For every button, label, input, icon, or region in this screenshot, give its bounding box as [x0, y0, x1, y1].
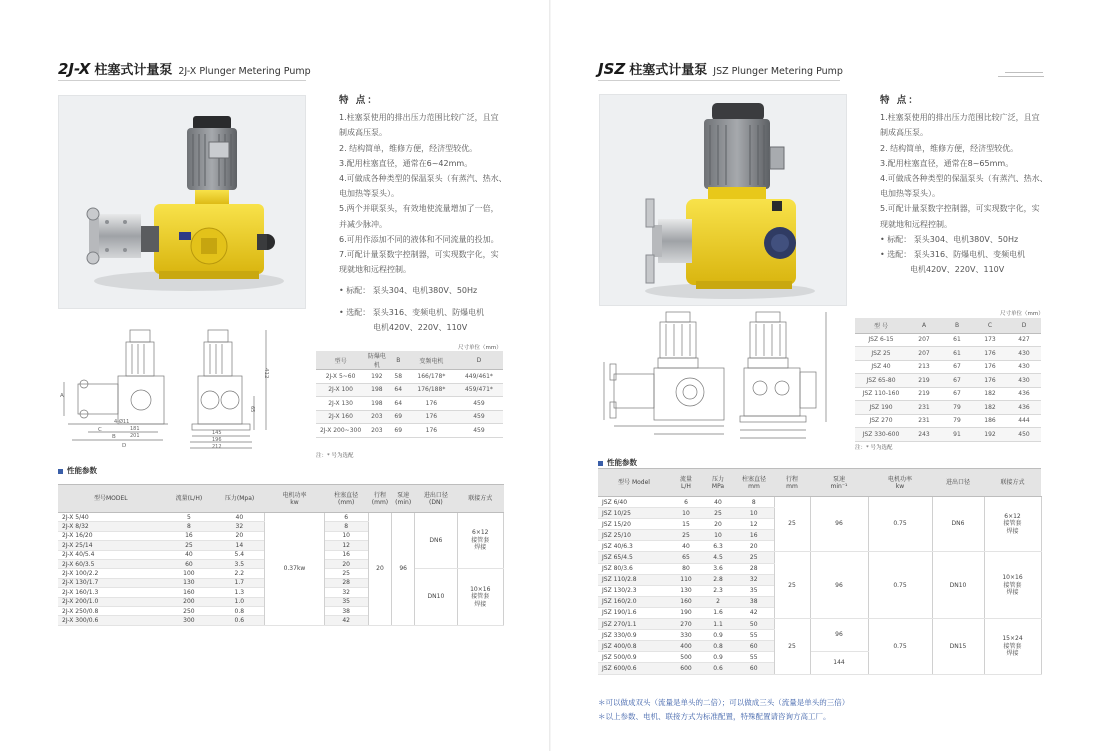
table-row: JSZ 40 213 67 176 430 [855, 360, 1041, 374]
title-rule [58, 80, 306, 81]
pump-photo-jsz [599, 94, 847, 306]
table-cell: 2J-X 5/40 [58, 513, 164, 522]
table-cell: 330 [670, 630, 702, 641]
optional-config-cont: 电机420V、220V、110V [373, 322, 468, 332]
perf-header: 联接方式 [457, 485, 504, 513]
dim-label: 196 [212, 437, 222, 443]
optional-config-cont: 电机420V、220V、110V [910, 265, 1005, 275]
table-cell: 10×16 接管套 焊接 [984, 552, 1041, 619]
feature-line: 现就地和远程控制。 [880, 219, 952, 229]
table-cell: 96 [392, 513, 415, 626]
table-cell: 2J-X 8/32 [58, 522, 164, 531]
table-cell: 16 [734, 530, 774, 541]
table-cell: 96 [810, 497, 868, 552]
feature-line: 3.配用柱塞直径，通常在8~65mm。 [880, 158, 1014, 168]
table-cell: 96 [810, 552, 868, 619]
table-cell: 2J-X 130/1.7 [58, 578, 164, 587]
table-cell: JSZ 190/1.6 [598, 607, 670, 618]
dim-header: 防爆电机 [365, 351, 389, 370]
table-cell: JSZ 400/0.8 [598, 641, 670, 652]
table-cell: 40 [164, 550, 215, 559]
table-cell: 0.37kw [265, 513, 324, 626]
table-cell: 250 [164, 606, 215, 615]
feature-line: 4.可做成各种类型的保温泵头（有蒸汽、热水、 [339, 174, 507, 184]
table-cell: 2.2 [214, 569, 265, 578]
perf-header: 流量(L/H) [164, 485, 215, 513]
table-cell: JSZ 40/6.3 [598, 541, 670, 552]
dimension-table-2jx [316, 351, 503, 438]
table-cell: JSZ 330/0.9 [598, 630, 670, 641]
dimension-table-jsz [855, 318, 1041, 442]
feature-line: 7.可配计量泵数字控制器，可实现数字化，实 [339, 250, 499, 260]
table-cell: 25 [774, 552, 810, 619]
table-cell: 400 [670, 641, 702, 652]
table-cell: JSZ 6/40 [598, 497, 670, 508]
table-cell: 2J-X 250/0.8 [58, 606, 164, 615]
model-code: 2J-X [58, 60, 91, 78]
optional-config: • 选配： 泵头316、防爆电机、变频电机 [880, 250, 1026, 260]
table-row: JSZ 330-600 243 91 192 450 [855, 428, 1041, 442]
table-row: 2J-X 200~300 203 69 176 459 [316, 424, 503, 438]
standard-config: • 标配： 泵头304、电机380V、50Hz [880, 234, 1019, 244]
table-cell: 144 [810, 652, 868, 674]
table-cell: 25 [324, 569, 368, 578]
table-cell: 40 [670, 541, 702, 552]
table-cell: 14 [214, 541, 265, 550]
table-cell: 1.1 [702, 619, 734, 630]
table-cell: 35 [324, 597, 368, 606]
table-cell: 28 [324, 578, 368, 587]
table-cell: 60 [734, 641, 774, 652]
table-cell: 25 [670, 530, 702, 541]
table-cell: 38 [734, 596, 774, 607]
table-cell: 32 [324, 588, 368, 597]
table-cell: 2.8 [702, 574, 734, 585]
table-cell: 25 [702, 508, 734, 519]
table-cell: 6.3 [702, 541, 734, 552]
dim-header: 变频电机 [408, 351, 455, 370]
perf-header: 压力(Mpa) [214, 485, 265, 513]
table-cell: 2J-X 60/3.5 [58, 559, 164, 568]
table-row: JSZ 6-15 207 61 173 427 [855, 333, 1041, 347]
table-row: JSZ 25 207 61 176 430 [855, 347, 1041, 361]
table-cell: 96 [810, 619, 868, 652]
perf-header: 行程 (mm) [368, 485, 391, 513]
table-note: 注：* 号为选配 [855, 445, 893, 451]
table-cell: 270 [670, 619, 702, 630]
dim-header: D [1007, 318, 1041, 333]
table-cell: 8 [324, 522, 368, 531]
table-cell: 20 [734, 541, 774, 552]
table-cell: 15 [670, 519, 702, 530]
feature-line: 电加热等泵头）。 [880, 189, 940, 199]
table-cell: 3.6 [702, 563, 734, 574]
table-cell: 1.0 [214, 597, 265, 606]
footnote: ＊以上参数、电机、联接方式为标准配置，特殊配置请咨询方高工厂。 [598, 712, 831, 721]
feature-line: 制成高压泵。 [880, 128, 928, 138]
feature-line: 现就地和远程控制。 [339, 265, 411, 275]
table-cell: 10 [670, 508, 702, 519]
dim-header: 型 号 [855, 318, 907, 333]
section-title-performance: 性能参数 [58, 465, 97, 476]
table-row: 2J-X 5~60 192 58 166/178* 449/461* [316, 370, 503, 384]
table-cell: 2J-X 25/14 [58, 541, 164, 550]
table-cell: DN10 [415, 569, 457, 625]
table-cell: 5 [164, 513, 215, 522]
table-row: JSZ 190 231 79 182 436 [855, 401, 1041, 415]
table-cell: 0.9 [702, 652, 734, 663]
performance-table-jsz [598, 468, 1042, 675]
title-en: 2J-X Plunger Metering Pump [178, 66, 311, 77]
table-cell: 80 [670, 563, 702, 574]
table-cell: 6 [324, 513, 368, 522]
table-row: 2J-X 130 198 64 176 459 [316, 397, 503, 411]
footnotes [598, 696, 849, 724]
perf-header: 型号MODEL [58, 485, 164, 513]
table-cell: 20 [324, 559, 368, 568]
table-cell: JSZ 110/2.8 [598, 574, 670, 585]
perf-header: 电机功率 kw [265, 485, 324, 513]
dim-header: 型号 [316, 351, 365, 370]
table-cell: 0.75 [868, 497, 932, 552]
table-row: 2J-X 160 203 69 176 459 [316, 410, 503, 424]
table-cell: 12 [734, 519, 774, 530]
footnote: ＊可以做成双头（流量是单头的二倍）；可以做成三头（流量是单头的三倍） [598, 698, 850, 707]
feature-line: 5.两个并联泵头，有效地使流量增加了一倍， [339, 204, 499, 214]
table-cell: 42 [324, 616, 368, 625]
pump-illustration [600, 95, 847, 306]
table-cell: 12 [324, 541, 368, 550]
table-cell: JSZ 65/4.5 [598, 552, 670, 563]
table-cell: 160 [670, 596, 702, 607]
feature-line: 电加热等泵头）。 [339, 189, 399, 199]
table-row [598, 552, 1041, 563]
title-en: JSZ Plunger Metering Pump [713, 66, 843, 77]
table-cell: DN10 [932, 552, 984, 619]
dim-label: B [112, 434, 116, 440]
perf-header: 进出口径 (DN) [415, 485, 457, 513]
feature-line: 制成高压泵。 [339, 128, 387, 138]
table-cell: 6×12 接管套 焊接 [457, 513, 504, 569]
performance-table-2jx [58, 484, 504, 626]
table-cell: 65 [670, 552, 702, 563]
table-cell: 130 [670, 585, 702, 596]
perf-header: 柱塞直径 mm [734, 469, 774, 497]
perf-header: 联接方式 [984, 469, 1041, 497]
table-row [598, 497, 1041, 508]
table-cell: JSZ 160/2.0 [598, 596, 670, 607]
table-cell: 2J-X 200/1.0 [58, 597, 164, 606]
table-cell: 2J-X 160/1.3 [58, 588, 164, 597]
table-cell: 0.6 [214, 616, 265, 625]
feature-line: 6.可用作添加不同的液体和不同流量的投加。 [339, 234, 499, 244]
table-cell: 60 [164, 559, 215, 568]
table-cell: 0.75 [868, 552, 932, 619]
table-cell: 600 [670, 663, 702, 674]
table-cell: 16 [324, 550, 368, 559]
table-cell: JSZ 10/25 [598, 508, 670, 519]
table-cell: 2J-X 16/20 [58, 531, 164, 540]
feature-line: 4.可做成各种类型的保温泵头（有蒸汽、热水、 [880, 174, 1048, 184]
model-code: JSZ [598, 60, 626, 78]
table-cell: 300 [164, 616, 215, 625]
dim-label: 181 [130, 426, 140, 432]
title-cn: 柱塞式计量泵 [629, 63, 708, 78]
table-cell: 55 [734, 652, 774, 663]
table-cell: 55 [734, 630, 774, 641]
dim-label: 412 [263, 368, 269, 379]
table-cell: 28 [734, 563, 774, 574]
pump-photo-2jx [58, 95, 306, 309]
dim-header: A [907, 318, 941, 333]
dim-label: 65 [249, 406, 255, 413]
dim-label: 145 [212, 430, 222, 436]
table-cell: 10×16 接管套 焊接 [457, 569, 504, 625]
decorative-line [998, 76, 1044, 77]
table-cell: 1.3 [214, 588, 265, 597]
table-cell: 25 [774, 497, 810, 552]
table-cell: JSZ 270/1.1 [598, 619, 670, 630]
features-heading: 特 点： [339, 95, 379, 106]
table-cell: 32 [734, 574, 774, 585]
table-cell: 2.3 [702, 585, 734, 596]
bullet-square-icon [598, 461, 603, 466]
table-cell: 4.5 [702, 552, 734, 563]
features-heading: 特 点： [880, 95, 920, 106]
table-cell: 8 [164, 522, 215, 531]
table-cell: 200 [164, 597, 215, 606]
table-cell: 2J-X 100/2.2 [58, 569, 164, 578]
table-row: JSZ 65-80 219 67 176 430 [855, 374, 1041, 388]
table-cell: 5.4 [214, 550, 265, 559]
perf-header: 柱塞直径 (mm) [324, 485, 368, 513]
table-cell: 38 [324, 606, 368, 615]
dimension-drawing-2jx [58, 326, 278, 452]
table-cell: JSZ 130/2.3 [598, 585, 670, 596]
perf-header: 型号 Model [598, 469, 670, 497]
table-cell: 50 [734, 619, 774, 630]
dim-header: B [389, 351, 408, 370]
table-cell: 15×24 接管套 焊接 [984, 619, 1041, 674]
page-title-2jx [58, 59, 311, 78]
table-row [598, 619, 1041, 630]
perf-body [58, 513, 504, 626]
bullet-square-icon [58, 469, 63, 474]
dim-label: A [60, 393, 64, 399]
table-cell: 0.75 [868, 619, 932, 674]
table-cell: JSZ 25/10 [598, 530, 670, 541]
table-cell: 16 [164, 531, 215, 540]
dim-header: D [455, 351, 503, 370]
table-row: JSZ 270 231 79 186 444 [855, 414, 1041, 428]
table-cell: DN6 [932, 497, 984, 552]
table-row: JSZ 110-160 219 67 182 436 [855, 387, 1041, 401]
table-cell: DN15 [932, 619, 984, 674]
table-cell: 20 [702, 519, 734, 530]
table-cell: 25 [164, 541, 215, 550]
table-cell: 40 [214, 513, 265, 522]
table-row [58, 513, 504, 522]
perf-body [598, 497, 1041, 675]
table-cell: 3.5 [214, 559, 265, 568]
perf-header: 电机功率 kw [868, 469, 932, 497]
table-cell: JSZ 80/3.6 [598, 563, 670, 574]
table-cell: 1.6 [702, 607, 734, 618]
perf-header: 泵速 min⁻¹ [810, 469, 868, 497]
dim-header: C [973, 318, 1007, 333]
dim-label: C [98, 427, 102, 433]
table-cell: 2J-X 40/5.4 [58, 550, 164, 559]
table-cell: 130 [164, 578, 215, 587]
table-cell: 35 [734, 585, 774, 596]
table-cell: 42 [734, 607, 774, 618]
table-cell: JSZ 500/0.9 [598, 652, 670, 663]
table-cell: 60 [734, 663, 774, 674]
feature-line: 2. 结构简单，维修方便，经济型较优。 [880, 143, 1019, 153]
dim-label: 212 [212, 444, 222, 450]
feature-line: 2. 结构简单，维修方便，经济型较优。 [339, 143, 478, 153]
features-jsz [880, 93, 1090, 277]
optional-config: • 选配： 泵头316、变频电机、防爆电机 [339, 307, 485, 317]
table-cell: 20 [214, 531, 265, 540]
table-cell: 6×12 接管套 焊接 [984, 497, 1041, 552]
feature-line: 1.柱塞泵使用的排出压力范围比较广泛，且宜 [339, 113, 499, 123]
perf-header: 泵速 (min) [392, 485, 415, 513]
title-rule [598, 80, 840, 81]
section-title-performance: 性能参数 [598, 457, 637, 468]
table-cell: 10 [324, 531, 368, 540]
perf-header: 压力 MPa [702, 469, 734, 497]
table-row: 2J-X 100 198 64 176/188* 459/471* [316, 383, 503, 397]
pump-illustration [59, 96, 306, 309]
table-cell: 110 [670, 574, 702, 585]
table-cell: 100 [164, 569, 215, 578]
table-cell: 25 [734, 552, 774, 563]
table-cell: 10 [702, 530, 734, 541]
table-note: 注：* 号为选配 [316, 453, 354, 459]
feature-line: 并减少脉冲。 [339, 219, 387, 229]
table-cell: 2 [702, 596, 734, 607]
table-cell: 2J-X 300/0.6 [58, 616, 164, 625]
table-cell: 10 [734, 508, 774, 519]
table-cell: DN6 [415, 513, 457, 569]
title-cn: 柱塞式计量泵 [94, 63, 173, 78]
table-cell: JSZ 15/20 [598, 519, 670, 530]
table-cell: 25 [774, 619, 810, 674]
table-cell: 0.6 [702, 663, 734, 674]
table-cell: 0.8 [214, 606, 265, 615]
table-cell: 20 [368, 513, 391, 626]
table-cell: 0.8 [702, 641, 734, 652]
decorative-line [1005, 72, 1043, 73]
feature-line: 3.配用柱塞直径，通常在6~42mm。 [339, 158, 473, 168]
table-cell: 190 [670, 607, 702, 618]
feature-line: 5.可配计量泵数字控制器，可实现数字化，实 [880, 204, 1040, 214]
standard-config: • 标配： 泵头304、电机380V、50Hz [339, 286, 478, 296]
table-cell: JSZ 600/0.6 [598, 663, 670, 674]
table-cell: 40 [702, 497, 734, 508]
dim-label: 4-Ø11 [114, 419, 130, 425]
page-title-jsz [598, 59, 843, 78]
perf-header: 进出口径 [932, 469, 984, 497]
table-cell: 1.7 [214, 578, 265, 587]
table-cell: 6 [670, 497, 702, 508]
table-cell: 500 [670, 652, 702, 663]
perf-header: 流量 L/H [670, 469, 702, 497]
dim-label: 201 [130, 433, 140, 439]
dimension-drawing-jsz [600, 308, 850, 450]
table-cell: 32 [214, 522, 265, 531]
right-page [550, 0, 1100, 751]
table-cell: 8 [734, 497, 774, 508]
table-cell: 0.9 [702, 630, 734, 641]
unit-label: 尺寸单位（mm） [1000, 311, 1044, 317]
feature-line: 1.柱塞泵使用的排出压力范围比较广泛，且宜 [880, 113, 1040, 123]
dim-header: B [941, 318, 973, 333]
dim-label: D [122, 443, 127, 449]
unit-label: 尺寸单位（mm） [458, 345, 502, 351]
table-cell: 160 [164, 588, 215, 597]
features-2jx [339, 93, 539, 335]
perf-header: 行程 mm [774, 469, 810, 497]
